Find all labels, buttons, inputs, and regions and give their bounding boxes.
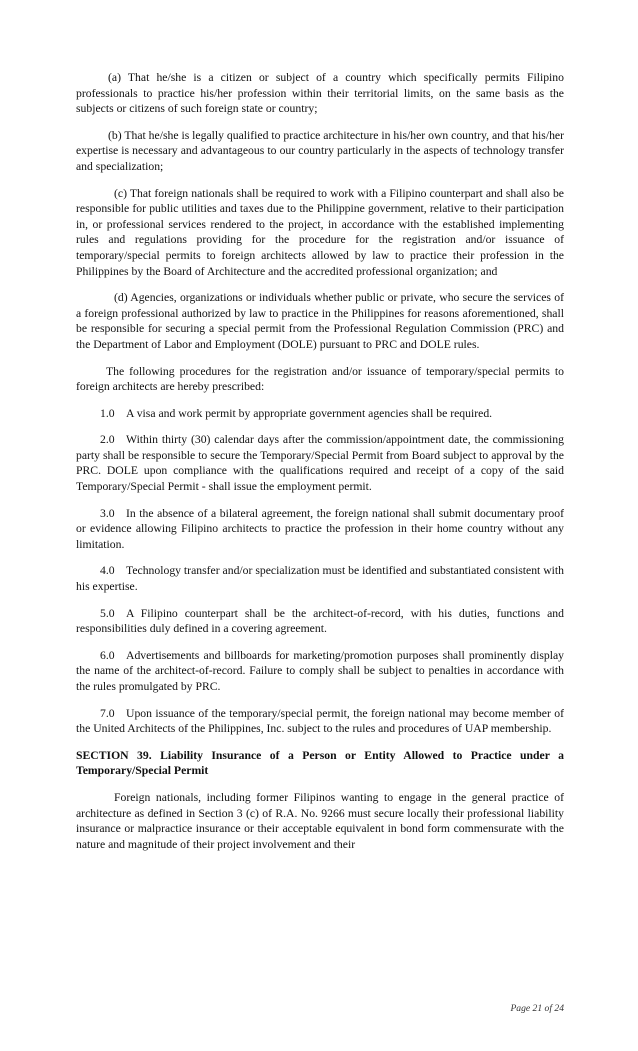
paragraph-b: (b) That he/she is legally qualified to practice architecture in his/her own country, and that his/her expertise is necessary and advantageous to our country particularly in the aspects of technology transfer and specialization; (76, 128, 564, 173)
procedure-number: 7.0 (100, 706, 115, 720)
section-39-heading: SECTION 39. Liability Insurance of a Person or Entity Allowed to Practice under a Temporary/Special Permit (76, 748, 564, 778)
procedure-text: Advertisements and billboards for marketing/promotion purposes shall prominently display the name of the architect-of-record. Failure to comply shall be subject to penalties in accordance with the rules promulgated by PRC. (76, 648, 564, 693)
paragraph-a: (a) That he/she is a citizen or subject of a country which specifically permits Filipino professionals to practice his/her profession within their territorial limits, on the same basis as the subjects or citizens of such foreign state or country; (76, 71, 564, 116)
procedure-number: 1.0 (100, 406, 115, 420)
document-page (76, 70, 564, 863)
procedures-list (76, 406, 564, 737)
procedure-number: 2.0 (100, 433, 115, 447)
procedure-number: 6.0 (100, 648, 115, 662)
procedure-text: Technology transfer and/or specialization must be identified and substantiated consistent with his expertise. (76, 564, 564, 594)
procedure-number: 4.0 (100, 564, 115, 578)
procedure-text: A visa and work permit by appropriate government agencies shall be required. (126, 406, 493, 420)
procedure-text: Upon issuance of the temporary/special permit, the foreign national may become member of the United Architects of the Philippines, Inc. subject to the rules and procedures of UAP membership. (76, 706, 564, 736)
procedure-item (76, 606, 564, 637)
procedure-text: Within thirty (30) calendar days after the commission/appointment date, the commissioning party shall be responsible to secure the Temporary/Special Permit from Board subject to approval by the PRC. DOLE upon compliance with the qualifications required and receipt of a copy of the said Temporary/Special Permit - shall issue the employment permit. (76, 433, 564, 494)
procedure-item (76, 406, 564, 422)
section-39-body: Foreign nationals, including former Filipinos wanting to engage in the general practice of architecture as defined in Section 3 (c) of R.A. No. 9266 must secure locally their professional liability insurance or malpractice insurance or their acceptable equivalent in bond form commensurate with the nature and magnitude of their project involvement and their (76, 790, 564, 851)
page-number: Page 21 of 24 (510, 1003, 564, 1014)
procedure-item (76, 563, 564, 594)
procedure-item (76, 648, 564, 695)
procedures-intro: The following procedures for the registration and/or issuance of temporary/special permits to foreign architects are hereby prescribed: (76, 364, 564, 394)
procedure-text: In the absence of a bilateral agreement, the foreign national shall submit documentary proof or evidence allowing Filipino architects to practice the profession in their home country without any limitation. (76, 506, 564, 551)
procedure-item (76, 706, 564, 737)
procedure-item (76, 506, 564, 553)
procedure-item (76, 432, 564, 494)
procedure-text: A Filipino counterpart shall be the architect-of-record, with his duties, functions and responsibilities duly defined in a covering agreement. (76, 606, 564, 636)
procedure-number: 5.0 (100, 606, 115, 620)
procedure-number: 3.0 (100, 506, 115, 520)
paragraph-c: (c) That foreign nationals shall be required to work with a Filipino counterpart and shall also be responsible for public utilities and taxes due to the Philippine government, relative to their participation in, or professional services rendered to the project, in accordance with the established implementing rules and regulations providing for the procedure for the registration and/or issuance of temporary/special permits to foreign architects allowed by law to practice their profession in the Philippines by the Board of Architecture and the accredited professional organization; and (76, 186, 564, 278)
paragraph-d: (d) Agencies, organizations or individuals whether public or private, who secure the services of a foreign professional authorized by law to practice in the Philippines for reasons aforementioned, shall be responsible for securing a special permit from the Professional Regulation Commission (PRC) and the Department of Labor and Employment (DOLE) pursuant to PRC and DOLE rules. (76, 291, 564, 351)
